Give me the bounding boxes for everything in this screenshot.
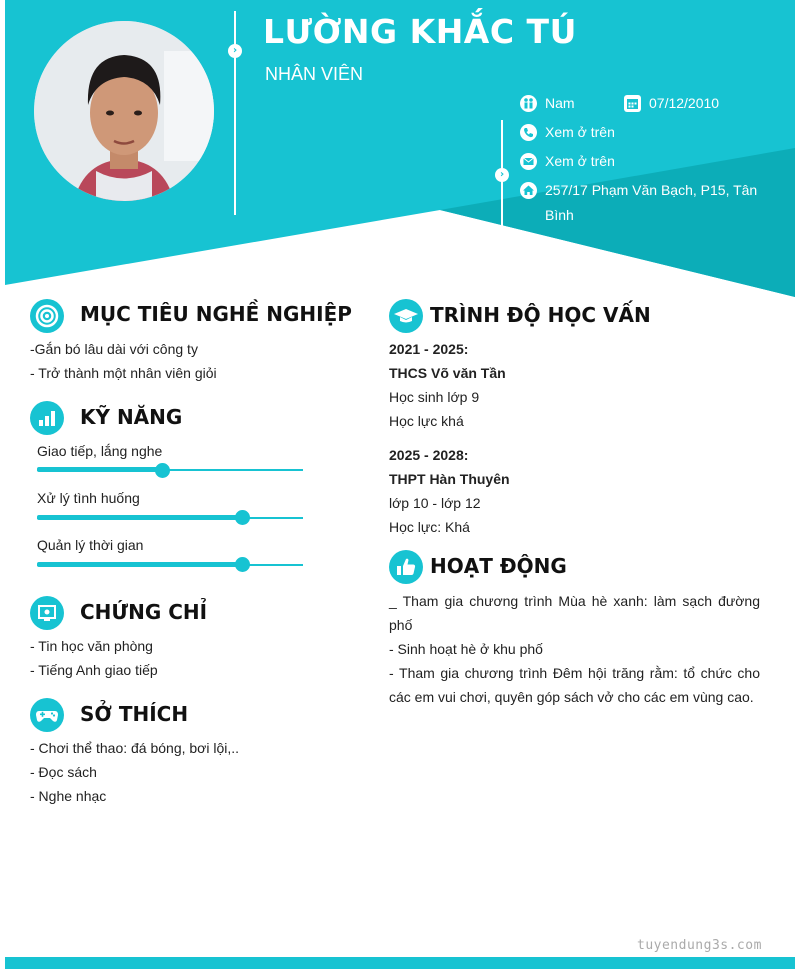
candidate-position: NHÂN VIÊN [265,64,364,84]
address-line-1: 257/17 Phạm Văn Bạch, P15, Tân [545,182,758,198]
email-value: Xem ở trên [545,153,615,169]
education-detail: Học sinh lớp 9 [389,389,480,405]
education-detail: Học lực khá [389,413,464,429]
skill-slider-knob [155,463,170,478]
certificate-icon [30,596,64,630]
hobby-item: - Chơi thể thao: đá bóng, bơi lội,.. [30,740,240,756]
education-school: THCS Võ văn Tần [389,365,506,381]
activity-item: _ Tham gia chương trình Mùa hè xanh: làm sạch đường phố [389,593,760,633]
hobby-item: - Nghe nhạc [30,788,107,804]
skill-fill [37,467,162,472]
phone-value: Xem ở trên [545,124,615,140]
skills-title: KỸ NĂNG [80,405,183,429]
watermark: tuyendung3s.com [637,938,762,953]
skill-slider-knob [235,510,250,525]
skill-name: Giao tiếp, lắng nghe [37,443,163,459]
activities-list [389,589,760,709]
hobby-item: - Đọc sách [30,764,97,780]
home-icon [520,182,537,199]
footer-bar [5,957,795,969]
objective-item: -Gắn bó lâu dài với công ty [30,341,198,357]
education-detail: Học lực: Khá [389,519,470,535]
phone-icon [520,124,537,141]
activity-item: - Tham gia chương trình Đêm hội trăng rằm: tổ chức cho các em vui chơi, quyên góp sách vở cho các em vùng cao. [389,665,760,705]
activities-title: HOẠT ĐỘNG [430,554,567,578]
graduation-cap-icon [389,299,423,333]
bar-chart-icon [30,401,64,435]
birthdate-value: 07/12/2010 [649,95,720,111]
certificates-title: CHỨNG CHỈ [80,600,208,624]
skill-fill [37,562,242,567]
objective-item: - Trở thành một nhân viên giỏi [30,365,217,381]
email-icon [520,153,537,170]
certificate-item: - Tiếng Anh giao tiếp [30,662,158,678]
education-period: 2025 - 2028: [389,447,469,463]
skill-fill [37,515,242,520]
education-detail: lớp 10 - lớp 12 [389,495,481,511]
skill-name: Xử lý tình huống [37,490,140,506]
target-icon [30,299,64,333]
education-title: TRÌNH ĐỘ HỌC VẤN [430,303,651,327]
education-school: THPT Hàn Thuyên [389,471,510,487]
gender-icon [520,95,537,112]
gender-value: Nam [545,95,575,111]
skill-slider-knob [235,557,250,572]
address-line-2: Bình [545,207,574,223]
avatar [34,21,214,201]
hobbies-title: SỞ THÍCH [80,702,189,726]
objective-title: MỤC TIÊU NGHỀ NGHIỆP [80,302,352,326]
thumbs-up-icon [389,550,423,584]
education-period: 2021 - 2025: [389,341,469,357]
calendar-icon [624,95,641,112]
skill-name: Quản lý thời gian [37,537,144,553]
chevron-right-icon: › [495,168,509,182]
chevron-right-icon: › [228,44,242,58]
candidate-name: LƯỜNG KHẮC TÚ [263,12,577,51]
certificate-item: - Tin học văn phòng [30,638,153,654]
header-divider [234,11,236,215]
gamepad-icon [30,698,64,732]
activity-item: - Sinh hoạt hè ở khu phố [389,641,543,657]
